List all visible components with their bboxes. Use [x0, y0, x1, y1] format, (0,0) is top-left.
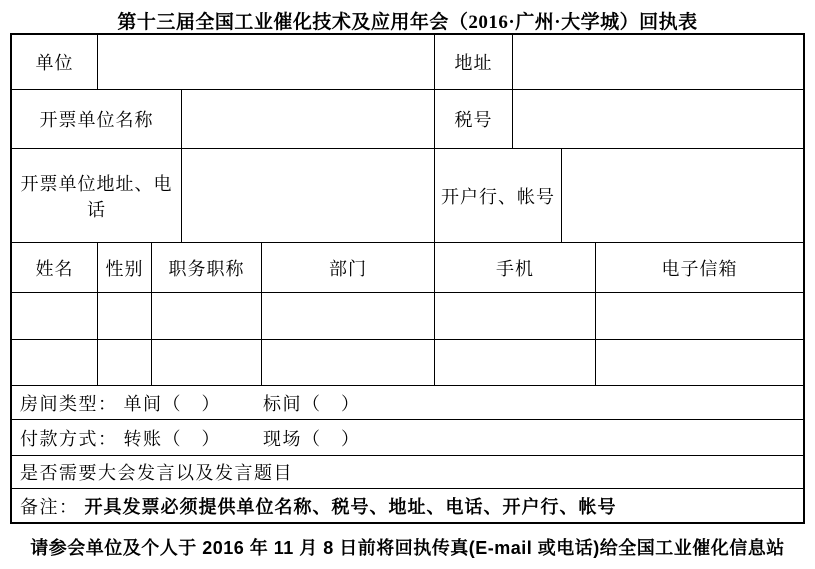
invoice-name-label: 开票单位名称 [12, 90, 182, 148]
unit-input-cell[interactable] [98, 35, 435, 89]
attendee2-name-cell[interactable] [12, 340, 98, 385]
reply-form-table [10, 33, 805, 524]
speech-row[interactable] [12, 456, 803, 489]
speech-label: 是否需要大会发言以及发言题目 [20, 463, 293, 483]
footer-note: 请参会单位及个人于 2016 年 11 月 8 日前将回执传真(E-mail 或电话)给全国工业催化信息站 [30, 538, 785, 558]
attendee1-department-cell[interactable] [262, 293, 435, 339]
form-title: 第十三届全国工业催化技术及应用年会（2016·广州·大学城）回执表 [117, 12, 698, 33]
address-label: 地址 [435, 35, 513, 89]
attendee2-department-cell[interactable] [262, 340, 435, 385]
attendee2-gender-cell[interactable] [98, 340, 152, 385]
attendee1-name-cell[interactable] [12, 293, 98, 339]
unit-label: 单位 [12, 35, 98, 89]
payment-option-transfer[interactable]: 转账（ ） [123, 428, 221, 449]
attendee2-position-cell[interactable] [152, 340, 262, 385]
room-type-label: 房间类型： [20, 393, 118, 414]
invoice-addr-phone-input-cell[interactable] [182, 149, 435, 242]
header-email: 电子信箱 [661, 258, 738, 279]
room-type-option-standard[interactable]: 标间（ ） [263, 393, 361, 414]
room-type-option-single[interactable]: 单间（ ） [123, 393, 221, 414]
row-invoice-name-taxid [12, 90, 803, 149]
payment-row [12, 420, 803, 456]
header-name: 姓名 [12, 243, 98, 292]
address-input-cell[interactable] [513, 35, 803, 89]
attendee-header-row [12, 243, 803, 293]
bank-account-label: 开户行、帐号 [435, 149, 562, 242]
header-department: 部门 [262, 243, 435, 292]
attendee-row-2 [12, 340, 803, 386]
attendee-row-1 [12, 293, 803, 340]
attendee1-mobile-cell[interactable] [435, 293, 596, 339]
note-content: 开具发票必须提供单位名称、税号、地址、电话、开户行、帐号 [84, 496, 617, 517]
payment-label: 付款方式： [20, 428, 118, 449]
row-invoice-addr-bank [12, 149, 803, 243]
invoice-addr-phone-label: 开票单位地址、电话 [12, 149, 182, 242]
attendee1-position-cell[interactable] [152, 293, 262, 339]
bank-account-input-cell[interactable] [562, 149, 803, 242]
attendee2-mobile-cell[interactable] [435, 340, 596, 385]
note-label: 备注： [20, 496, 79, 517]
attendee1-email-cell[interactable] [596, 293, 803, 339]
header-mobile: 手机 [435, 243, 596, 292]
header-position-title: 职务职称 [152, 243, 262, 292]
tax-id-label: 税号 [435, 90, 513, 148]
room-type-row [12, 386, 803, 420]
payment-option-onsite[interactable]: 现场（ ） [263, 428, 361, 449]
attendee1-gender-cell[interactable] [98, 293, 152, 339]
attendee2-email-cell[interactable] [596, 340, 803, 385]
header-gender: 性别 [98, 243, 152, 292]
row-unit-address [12, 35, 803, 90]
tax-id-input-cell[interactable] [513, 90, 803, 148]
invoice-name-input-cell[interactable] [182, 90, 435, 148]
note-row [12, 489, 803, 522]
